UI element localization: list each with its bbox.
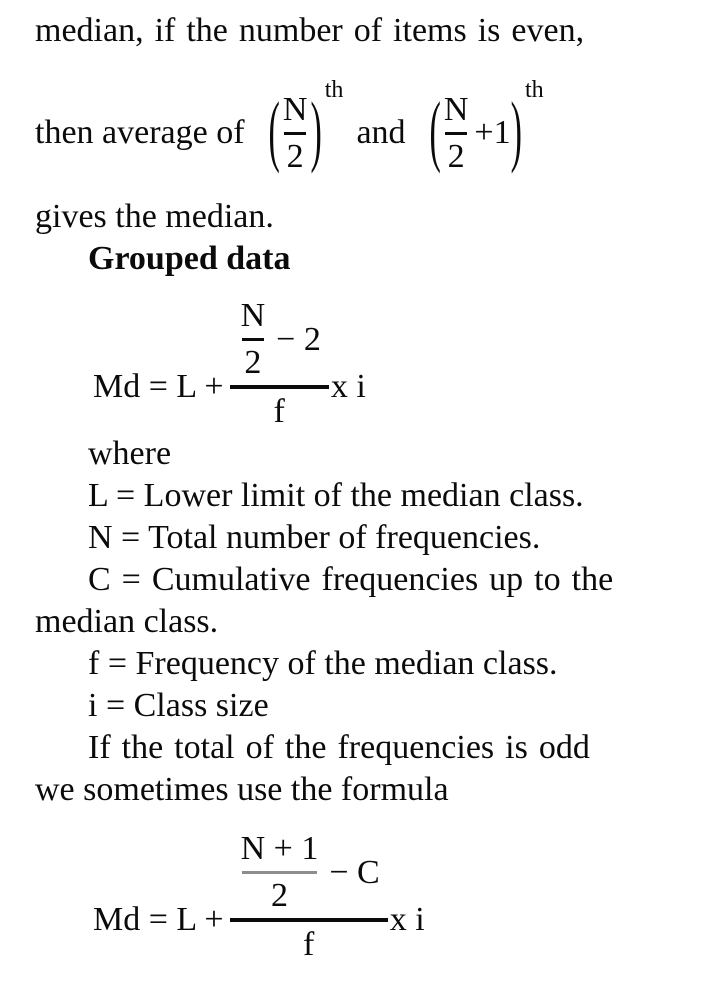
fraction-denominator: 2 — [447, 137, 465, 175]
plus-one-term: +1 — [474, 114, 511, 151]
fraction-n-over-2 — [444, 90, 469, 177]
close-paren: ) — [510, 88, 522, 176]
main-fraction-bar — [230, 385, 329, 389]
definition-L: L = Lower limit of the median class. — [88, 477, 584, 514]
definition-f: f = Frequency of the median class. — [88, 645, 558, 682]
formula-multiplier: x i — [330, 368, 366, 405]
where-label: where — [88, 435, 172, 472]
main-fraction — [230, 296, 329, 433]
gives-median-line: gives the median. — [35, 198, 274, 235]
paragraph-continuation-line: median, if the number of items is even, — [35, 12, 585, 49]
fraction-bar — [284, 132, 307, 135]
math-group-n-over-2-plus-1 — [429, 76, 544, 177]
note-line1: If the total of the frequencies is odd — [88, 729, 590, 766]
definition-i: i = Class size — [88, 687, 269, 724]
main-numerator — [230, 829, 388, 916]
inner-fraction-bar — [242, 871, 318, 874]
fraction-n-over-2 — [283, 90, 308, 177]
main-denominator: f — [273, 393, 285, 430]
inner-fraction-bar — [242, 338, 265, 341]
inner-denominator: 2 — [244, 344, 262, 381]
definition-C-line1: C = Cumulative frequencies up to the — [88, 561, 614, 598]
fraction-numerator: N — [282, 90, 308, 128]
numerator-subtrahend: − 2 — [276, 320, 321, 358]
inner-numerator: N + 1 — [240, 830, 319, 867]
definition-C-line2: median class. — [35, 603, 219, 640]
fraction-bar — [445, 132, 468, 135]
open-paren: ( — [429, 88, 441, 176]
main-denominator: f — [302, 926, 315, 963]
grouped-data-heading: Grouped data — [88, 240, 291, 277]
numerator-subtrahend: − C — [329, 853, 380, 891]
formula-lhs: Md = L + — [93, 368, 224, 405]
inline-formula-prefix: then average of — [35, 114, 245, 151]
main-numerator — [230, 296, 329, 383]
fraction-numerator: N — [443, 90, 469, 128]
odd-frequencies-formula — [93, 829, 651, 966]
open-paren: ( — [268, 88, 280, 176]
inline-formula-line — [35, 72, 651, 186]
main-fraction-bar — [230, 918, 388, 922]
paren-content-row — [441, 90, 511, 177]
inner-fraction-n-over-2 — [241, 296, 266, 383]
note-line2: we sometimes use the formula — [35, 771, 449, 808]
inner-numerator: N — [240, 297, 266, 334]
conjunction-and: and — [356, 114, 406, 151]
grouped-median-formula — [93, 296, 651, 433]
inner-fraction-n-plus-1-over-2 — [241, 829, 319, 916]
definition-N: N = Total number of frequencies. — [88, 519, 541, 556]
math-group-n-over-2 — [268, 76, 344, 177]
main-fraction — [230, 829, 388, 966]
inner-denominator: 2 — [270, 877, 288, 914]
superscript-th: th — [524, 76, 544, 103]
close-paren: ) — [310, 88, 322, 176]
superscript-th: th — [324, 76, 344, 103]
formula-lhs: Md = L + — [93, 901, 224, 938]
formula-multiplier: x i — [389, 901, 425, 938]
fraction-denominator: 2 — [286, 137, 304, 175]
